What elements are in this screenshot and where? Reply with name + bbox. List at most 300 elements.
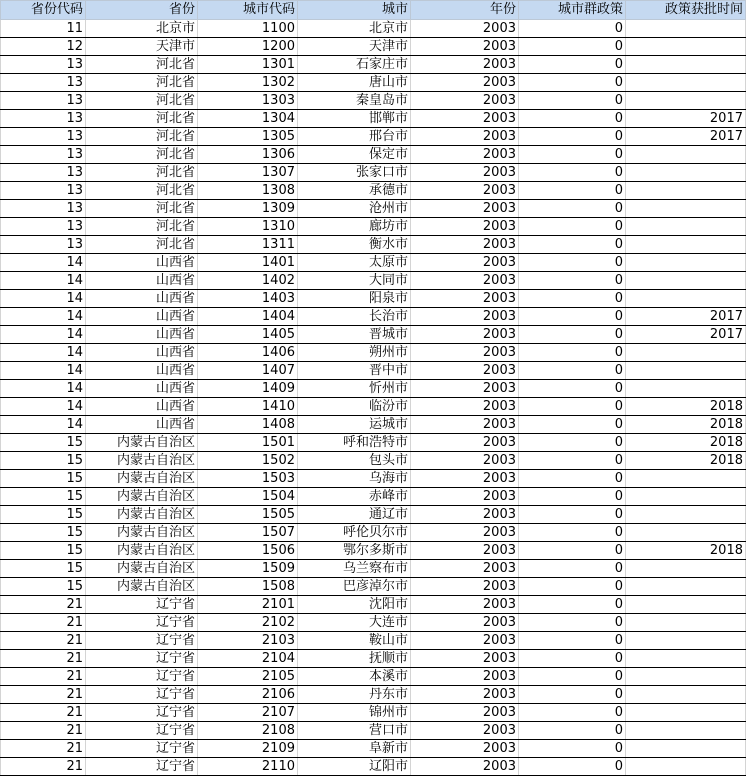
province-cell[interactable]: 辽宁省: [86, 596, 198, 614]
city-cell[interactable]: 邯郸市: [298, 110, 411, 128]
city-code-cell[interactable]: 1307: [198, 164, 298, 182]
year-cell[interactable]: 2003: [411, 74, 519, 92]
province-cell[interactable]: 山西省: [86, 326, 198, 344]
approval-year-cell[interactable]: [626, 38, 746, 56]
province-code-cell[interactable]: 13: [1, 92, 86, 110]
province-cell[interactable]: 北京市: [86, 20, 198, 38]
policy-cell[interactable]: 0: [519, 20, 626, 38]
province-cell[interactable]: 山西省: [86, 416, 198, 434]
province-code-cell[interactable]: 21: [1, 704, 86, 722]
year-cell[interactable]: 2003: [411, 434, 519, 452]
year-cell[interactable]: 2003: [411, 524, 519, 542]
city-cell[interactable]: 张家口市: [298, 164, 411, 182]
city-code-cell[interactable]: 1507: [198, 524, 298, 542]
policy-cell[interactable]: 0: [519, 308, 626, 326]
policy-cell[interactable]: 0: [519, 632, 626, 650]
city-code-cell[interactable]: 1407: [198, 362, 298, 380]
year-cell[interactable]: 2003: [411, 632, 519, 650]
column-header-province[interactable]: 省份: [86, 1, 198, 20]
approval-year-cell[interactable]: [626, 704, 746, 722]
policy-cell[interactable]: 0: [519, 272, 626, 290]
province-cell[interactable]: 山西省: [86, 290, 198, 308]
city-cell[interactable]: 鄂尔多斯市: [298, 542, 411, 560]
province-code-cell[interactable]: 15: [1, 506, 86, 524]
province-cell[interactable]: 河北省: [86, 200, 198, 218]
province-code-cell[interactable]: 15: [1, 524, 86, 542]
policy-cell[interactable]: 0: [519, 650, 626, 668]
year-cell[interactable]: 2003: [411, 506, 519, 524]
city-code-cell[interactable]: 1310: [198, 218, 298, 236]
city-code-cell[interactable]: 1302: [198, 74, 298, 92]
city-cell[interactable]: 晋城市: [298, 326, 411, 344]
year-cell[interactable]: 2003: [411, 380, 519, 398]
province-code-cell[interactable]: 15: [1, 542, 86, 560]
city-cell[interactable]: 北京市: [298, 20, 411, 38]
province-code-cell[interactable]: 15: [1, 452, 86, 470]
city-code-cell[interactable]: 2105: [198, 668, 298, 686]
approval-year-cell[interactable]: [626, 254, 746, 272]
policy-cell[interactable]: 0: [519, 182, 626, 200]
province-cell[interactable]: 河北省: [86, 74, 198, 92]
policy-cell[interactable]: 0: [519, 704, 626, 722]
province-cell[interactable]: 河北省: [86, 56, 198, 74]
city-code-cell[interactable]: 1301: [198, 56, 298, 74]
year-cell[interactable]: 2003: [411, 614, 519, 632]
year-cell[interactable]: 2003: [411, 740, 519, 758]
policy-cell[interactable]: 0: [519, 92, 626, 110]
approval-year-cell[interactable]: 2018: [626, 416, 746, 434]
approval-year-cell[interactable]: [626, 182, 746, 200]
year-cell[interactable]: 2003: [411, 596, 519, 614]
province-cell[interactable]: 山西省: [86, 362, 198, 380]
province-code-cell[interactable]: 21: [1, 722, 86, 740]
approval-year-cell[interactable]: 2018: [626, 452, 746, 470]
approval-year-cell[interactable]: [626, 524, 746, 542]
province-cell[interactable]: 辽宁省: [86, 722, 198, 740]
city-code-cell[interactable]: 1501: [198, 434, 298, 452]
province-code-cell[interactable]: 14: [1, 290, 86, 308]
city-code-cell[interactable]: 1303: [198, 92, 298, 110]
province-code-cell[interactable]: 21: [1, 758, 86, 776]
approval-year-cell[interactable]: [626, 146, 746, 164]
province-code-cell[interactable]: 21: [1, 686, 86, 704]
approval-year-cell[interactable]: [626, 632, 746, 650]
approval-year-cell[interactable]: [626, 92, 746, 110]
city-cell[interactable]: 呼伦贝尔市: [298, 524, 411, 542]
province-code-cell[interactable]: 14: [1, 326, 86, 344]
city-code-cell[interactable]: 1309: [198, 200, 298, 218]
city-cell[interactable]: 大连市: [298, 614, 411, 632]
city-cell[interactable]: 包头市: [298, 452, 411, 470]
city-cell[interactable]: 承德市: [298, 182, 411, 200]
policy-cell[interactable]: 0: [519, 542, 626, 560]
year-cell[interactable]: 2003: [411, 200, 519, 218]
province-cell[interactable]: 辽宁省: [86, 614, 198, 632]
province-cell[interactable]: 内蒙古自治区: [86, 434, 198, 452]
province-code-cell[interactable]: 13: [1, 56, 86, 74]
province-cell[interactable]: 山西省: [86, 380, 198, 398]
province-code-cell[interactable]: 14: [1, 344, 86, 362]
approval-year-cell[interactable]: [626, 758, 746, 776]
year-cell[interactable]: 2003: [411, 164, 519, 182]
city-cell[interactable]: 廊坊市: [298, 218, 411, 236]
city-cell[interactable]: 保定市: [298, 146, 411, 164]
policy-cell[interactable]: 0: [519, 128, 626, 146]
approval-year-cell[interactable]: 2018: [626, 434, 746, 452]
province-cell[interactable]: 河北省: [86, 164, 198, 182]
approval-year-cell[interactable]: [626, 614, 746, 632]
city-code-cell[interactable]: 2104: [198, 650, 298, 668]
policy-cell[interactable]: 0: [519, 434, 626, 452]
approval-year-cell[interactable]: 2018: [626, 542, 746, 560]
year-cell[interactable]: 2003: [411, 38, 519, 56]
year-cell[interactable]: 2003: [411, 452, 519, 470]
approval-year-cell[interactable]: [626, 470, 746, 488]
province-code-cell[interactable]: 15: [1, 470, 86, 488]
province-cell[interactable]: 河北省: [86, 182, 198, 200]
approval-year-cell[interactable]: [626, 164, 746, 182]
policy-cell[interactable]: 0: [519, 146, 626, 164]
policy-cell[interactable]: 0: [519, 596, 626, 614]
policy-cell[interactable]: 0: [519, 452, 626, 470]
year-cell[interactable]: 2003: [411, 218, 519, 236]
city-cell[interactable]: 阜新市: [298, 740, 411, 758]
policy-cell[interactable]: 0: [519, 686, 626, 704]
policy-cell[interactable]: 0: [519, 56, 626, 74]
province-code-cell[interactable]: 13: [1, 146, 86, 164]
province-cell[interactable]: 河北省: [86, 92, 198, 110]
year-cell[interactable]: 2003: [411, 578, 519, 596]
approval-year-cell[interactable]: [626, 668, 746, 686]
city-code-cell[interactable]: 1506: [198, 542, 298, 560]
policy-cell[interactable]: 0: [519, 74, 626, 92]
year-cell[interactable]: 2003: [411, 92, 519, 110]
policy-cell[interactable]: 0: [519, 164, 626, 182]
year-cell[interactable]: 2003: [411, 326, 519, 344]
policy-cell[interactable]: 0: [519, 290, 626, 308]
province-cell[interactable]: 内蒙古自治区: [86, 488, 198, 506]
city-code-cell[interactable]: 1502: [198, 452, 298, 470]
province-cell[interactable]: 河北省: [86, 218, 198, 236]
policy-cell[interactable]: 0: [519, 560, 626, 578]
policy-cell[interactable]: 0: [519, 614, 626, 632]
approval-year-cell[interactable]: [626, 488, 746, 506]
policy-cell[interactable]: 0: [519, 722, 626, 740]
province-code-cell[interactable]: 21: [1, 650, 86, 668]
column-header-approval-year[interactable]: 政策获批时间: [626, 1, 746, 20]
city-cell[interactable]: 晋中市: [298, 362, 411, 380]
approval-year-cell[interactable]: [626, 506, 746, 524]
year-cell[interactable]: 2003: [411, 362, 519, 380]
province-cell[interactable]: 山西省: [86, 398, 198, 416]
approval-year-cell[interactable]: [626, 74, 746, 92]
city-code-cell[interactable]: 1505: [198, 506, 298, 524]
year-cell[interactable]: 2003: [411, 398, 519, 416]
province-cell[interactable]: 内蒙古自治区: [86, 578, 198, 596]
approval-year-cell[interactable]: [626, 686, 746, 704]
province-code-cell[interactable]: 13: [1, 182, 86, 200]
province-code-cell[interactable]: 15: [1, 488, 86, 506]
city-cell[interactable]: 阳泉市: [298, 290, 411, 308]
approval-year-cell[interactable]: [626, 56, 746, 74]
province-cell[interactable]: 河北省: [86, 110, 198, 128]
province-code-cell[interactable]: 14: [1, 398, 86, 416]
approval-year-cell[interactable]: [626, 380, 746, 398]
year-cell[interactable]: 2003: [411, 20, 519, 38]
city-cell[interactable]: 衡水市: [298, 236, 411, 254]
approval-year-cell[interactable]: 2017: [626, 110, 746, 128]
city-code-cell[interactable]: 1402: [198, 272, 298, 290]
policy-cell[interactable]: 0: [519, 488, 626, 506]
province-code-cell[interactable]: 13: [1, 200, 86, 218]
policy-cell[interactable]: 0: [519, 344, 626, 362]
city-cell[interactable]: 锦州市: [298, 704, 411, 722]
city-cell[interactable]: 鞍山市: [298, 632, 411, 650]
policy-cell[interactable]: 0: [519, 380, 626, 398]
city-code-cell[interactable]: 1401: [198, 254, 298, 272]
province-code-cell[interactable]: 15: [1, 434, 86, 452]
city-code-cell[interactable]: 1311: [198, 236, 298, 254]
city-cell[interactable]: 运城市: [298, 416, 411, 434]
year-cell[interactable]: 2003: [411, 272, 519, 290]
year-cell[interactable]: 2003: [411, 182, 519, 200]
approval-year-cell[interactable]: 2017: [626, 326, 746, 344]
province-cell[interactable]: 内蒙古自治区: [86, 506, 198, 524]
city-code-cell[interactable]: 1409: [198, 380, 298, 398]
city-code-cell[interactable]: 2106: [198, 686, 298, 704]
city-code-cell[interactable]: 2102: [198, 614, 298, 632]
province-code-cell[interactable]: 14: [1, 380, 86, 398]
city-cell[interactable]: 沧州市: [298, 200, 411, 218]
city-cell[interactable]: 天津市: [298, 38, 411, 56]
province-code-cell[interactable]: 12: [1, 38, 86, 56]
policy-cell[interactable]: 0: [519, 668, 626, 686]
province-cell[interactable]: 内蒙古自治区: [86, 470, 198, 488]
province-cell[interactable]: 辽宁省: [86, 740, 198, 758]
approval-year-cell[interactable]: [626, 578, 746, 596]
approval-year-cell[interactable]: [626, 722, 746, 740]
column-header-year[interactable]: 年份: [411, 1, 519, 20]
province-code-cell[interactable]: 11: [1, 20, 86, 38]
year-cell[interactable]: 2003: [411, 470, 519, 488]
province-cell[interactable]: 山西省: [86, 254, 198, 272]
policy-cell[interactable]: 0: [519, 470, 626, 488]
province-code-cell[interactable]: 14: [1, 254, 86, 272]
approval-year-cell[interactable]: 2017: [626, 308, 746, 326]
province-cell[interactable]: 河北省: [86, 236, 198, 254]
city-code-cell[interactable]: 1405: [198, 326, 298, 344]
city-cell[interactable]: 大同市: [298, 272, 411, 290]
year-cell[interactable]: 2003: [411, 686, 519, 704]
year-cell[interactable]: 2003: [411, 722, 519, 740]
city-cell[interactable]: 秦皇岛市: [298, 92, 411, 110]
policy-cell[interactable]: 0: [519, 740, 626, 758]
year-cell[interactable]: 2003: [411, 290, 519, 308]
city-code-cell[interactable]: 1508: [198, 578, 298, 596]
city-code-cell[interactable]: 1408: [198, 416, 298, 434]
year-cell[interactable]: 2003: [411, 650, 519, 668]
province-code-cell[interactable]: 13: [1, 164, 86, 182]
city-code-cell[interactable]: 1504: [198, 488, 298, 506]
province-cell[interactable]: 辽宁省: [86, 650, 198, 668]
province-cell[interactable]: 内蒙古自治区: [86, 560, 198, 578]
year-cell[interactable]: 2003: [411, 146, 519, 164]
year-cell[interactable]: 2003: [411, 416, 519, 434]
year-cell[interactable]: 2003: [411, 110, 519, 128]
policy-cell[interactable]: 0: [519, 218, 626, 236]
city-cell[interactable]: 长治市: [298, 308, 411, 326]
city-code-cell[interactable]: 1200: [198, 38, 298, 56]
province-cell[interactable]: 河北省: [86, 146, 198, 164]
province-cell[interactable]: 内蒙古自治区: [86, 542, 198, 560]
approval-year-cell[interactable]: 2018: [626, 398, 746, 416]
city-cell[interactable]: 太原市: [298, 254, 411, 272]
province-code-cell[interactable]: 15: [1, 560, 86, 578]
year-cell[interactable]: 2003: [411, 704, 519, 722]
province-cell[interactable]: 辽宁省: [86, 758, 198, 776]
city-cell[interactable]: 通辽市: [298, 506, 411, 524]
policy-cell[interactable]: 0: [519, 326, 626, 344]
approval-year-cell[interactable]: [626, 560, 746, 578]
column-header-city[interactable]: 城市: [298, 1, 411, 20]
city-code-cell[interactable]: 1403: [198, 290, 298, 308]
year-cell[interactable]: 2003: [411, 560, 519, 578]
city-cell[interactable]: 抚顺市: [298, 650, 411, 668]
city-cell[interactable]: 营口市: [298, 722, 411, 740]
province-code-cell[interactable]: 21: [1, 614, 86, 632]
city-code-cell[interactable]: 2101: [198, 596, 298, 614]
year-cell[interactable]: 2003: [411, 236, 519, 254]
city-cell[interactable]: 唐山市: [298, 74, 411, 92]
city-code-cell[interactable]: 1404: [198, 308, 298, 326]
city-code-cell[interactable]: 1503: [198, 470, 298, 488]
policy-cell[interactable]: 0: [519, 200, 626, 218]
approval-year-cell[interactable]: [626, 218, 746, 236]
year-cell[interactable]: 2003: [411, 488, 519, 506]
policy-cell[interactable]: 0: [519, 416, 626, 434]
city-code-cell[interactable]: 1305: [198, 128, 298, 146]
approval-year-cell[interactable]: [626, 290, 746, 308]
approval-year-cell[interactable]: [626, 344, 746, 362]
approval-year-cell[interactable]: [626, 20, 746, 38]
province-cell[interactable]: 内蒙古自治区: [86, 524, 198, 542]
province-cell[interactable]: 辽宁省: [86, 632, 198, 650]
city-cell[interactable]: 沈阳市: [298, 596, 411, 614]
approval-year-cell[interactable]: [626, 596, 746, 614]
city-cell[interactable]: 朔州市: [298, 344, 411, 362]
approval-year-cell[interactable]: 2017: [626, 128, 746, 146]
province-code-cell[interactable]: 13: [1, 218, 86, 236]
province-code-cell[interactable]: 14: [1, 308, 86, 326]
column-header-province-code[interactable]: 省份代码: [1, 1, 86, 20]
city-cell[interactable]: 本溪市: [298, 668, 411, 686]
city-cell[interactable]: 乌海市: [298, 470, 411, 488]
province-cell[interactable]: 辽宁省: [86, 704, 198, 722]
province-cell[interactable]: 山西省: [86, 308, 198, 326]
province-cell[interactable]: 天津市: [86, 38, 198, 56]
policy-cell[interactable]: 0: [519, 398, 626, 416]
city-cell[interactable]: 忻州市: [298, 380, 411, 398]
policy-cell[interactable]: 0: [519, 524, 626, 542]
city-code-cell[interactable]: 1308: [198, 182, 298, 200]
approval-year-cell[interactable]: [626, 362, 746, 380]
city-code-cell[interactable]: 1406: [198, 344, 298, 362]
city-code-cell[interactable]: 1306: [198, 146, 298, 164]
city-cell[interactable]: 巴彦淖尔市: [298, 578, 411, 596]
city-code-cell[interactable]: 1304: [198, 110, 298, 128]
year-cell[interactable]: 2003: [411, 254, 519, 272]
city-cell[interactable]: 丹东市: [298, 686, 411, 704]
province-code-cell[interactable]: 14: [1, 416, 86, 434]
year-cell[interactable]: 2003: [411, 758, 519, 776]
city-code-cell[interactable]: 2103: [198, 632, 298, 650]
year-cell[interactable]: 2003: [411, 308, 519, 326]
city-code-cell[interactable]: 2109: [198, 740, 298, 758]
city-code-cell[interactable]: 1509: [198, 560, 298, 578]
province-code-cell[interactable]: 21: [1, 668, 86, 686]
province-code-cell[interactable]: 21: [1, 740, 86, 758]
province-cell[interactable]: 河北省: [86, 128, 198, 146]
province-code-cell[interactable]: 14: [1, 272, 86, 290]
city-cell[interactable]: 赤峰市: [298, 488, 411, 506]
province-cell[interactable]: 辽宁省: [86, 686, 198, 704]
year-cell[interactable]: 2003: [411, 542, 519, 560]
city-code-cell[interactable]: 2107: [198, 704, 298, 722]
city-cell[interactable]: 乌兰察布市: [298, 560, 411, 578]
city-cell[interactable]: 临汾市: [298, 398, 411, 416]
province-code-cell[interactable]: 14: [1, 362, 86, 380]
approval-year-cell[interactable]: [626, 200, 746, 218]
province-cell[interactable]: 山西省: [86, 272, 198, 290]
city-code-cell[interactable]: 1410: [198, 398, 298, 416]
city-cell[interactable]: 辽阳市: [298, 758, 411, 776]
approval-year-cell[interactable]: [626, 236, 746, 254]
city-cell[interactable]: 石家庄市: [298, 56, 411, 74]
column-header-city-code[interactable]: 城市代码: [198, 1, 298, 20]
approval-year-cell[interactable]: [626, 272, 746, 290]
city-code-cell[interactable]: 1100: [198, 20, 298, 38]
year-cell[interactable]: 2003: [411, 56, 519, 74]
year-cell[interactable]: 2003: [411, 668, 519, 686]
policy-cell[interactable]: 0: [519, 758, 626, 776]
policy-cell[interactable]: 0: [519, 254, 626, 272]
approval-year-cell[interactable]: [626, 650, 746, 668]
policy-cell[interactable]: 0: [519, 236, 626, 254]
policy-cell[interactable]: 0: [519, 506, 626, 524]
approval-year-cell[interactable]: [626, 740, 746, 758]
city-code-cell[interactable]: 2108: [198, 722, 298, 740]
province-cell[interactable]: 山西省: [86, 344, 198, 362]
column-header-policy[interactable]: 城市群政策: [519, 1, 626, 20]
policy-cell[interactable]: 0: [519, 362, 626, 380]
province-code-cell[interactable]: 15: [1, 578, 86, 596]
province-code-cell[interactable]: 13: [1, 74, 86, 92]
province-code-cell[interactable]: 13: [1, 128, 86, 146]
year-cell[interactable]: 2003: [411, 128, 519, 146]
province-cell[interactable]: 辽宁省: [86, 668, 198, 686]
policy-cell[interactable]: 0: [519, 110, 626, 128]
province-code-cell[interactable]: 21: [1, 596, 86, 614]
year-cell[interactable]: 2003: [411, 344, 519, 362]
city-cell[interactable]: 呼和浩特市: [298, 434, 411, 452]
policy-cell[interactable]: 0: [519, 578, 626, 596]
city-code-cell[interactable]: 2110: [198, 758, 298, 776]
province-code-cell[interactable]: 21: [1, 632, 86, 650]
province-code-cell[interactable]: 13: [1, 236, 86, 254]
province-code-cell[interactable]: 13: [1, 110, 86, 128]
policy-cell[interactable]: 0: [519, 38, 626, 56]
city-cell[interactable]: 邢台市: [298, 128, 411, 146]
